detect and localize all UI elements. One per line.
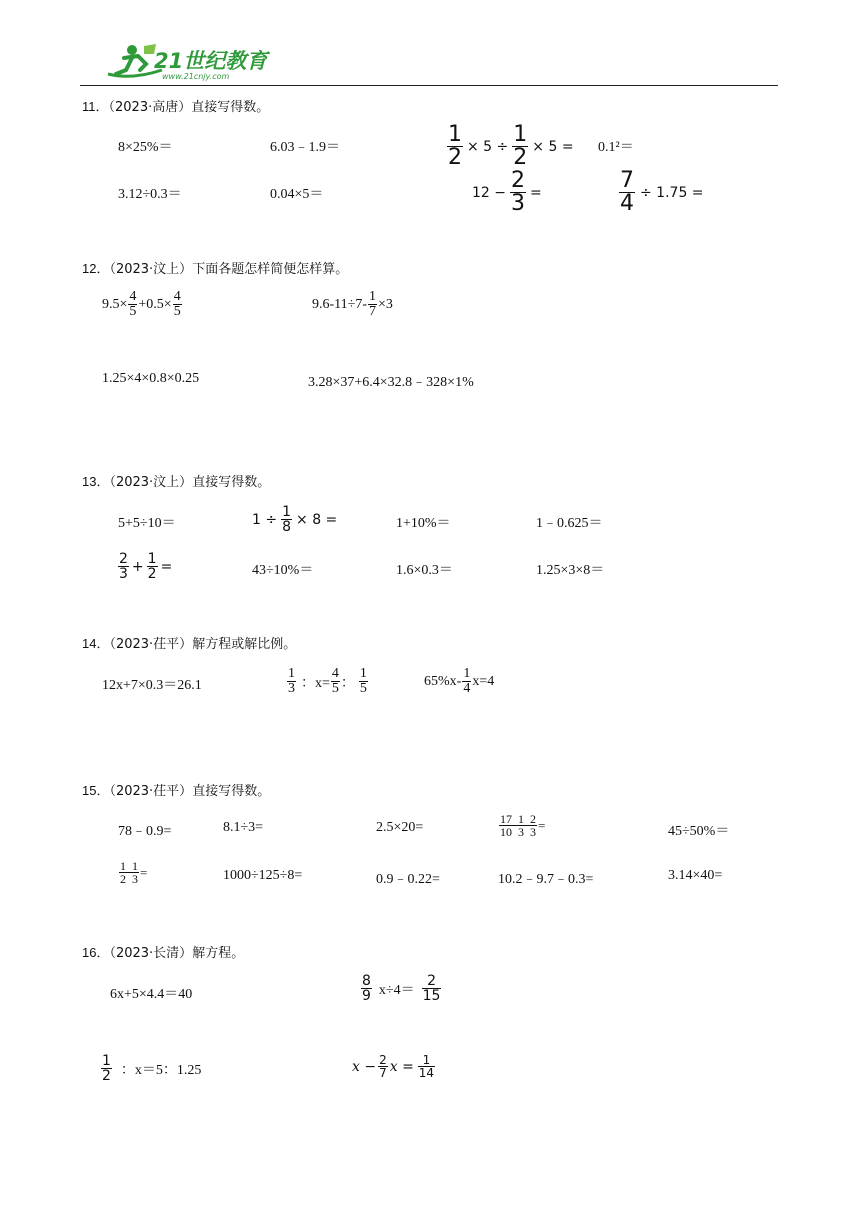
- q13-expr-5: $\frac{2}{3}$ + $\frac{1}{2}$ =: [119, 551, 173, 582]
- q11-expr-1: 8×25%＝: [118, 140, 173, 155]
- q11-expr-8: $\frac{7}{4}$ ÷ 1.75 =: [620, 168, 704, 216]
- q14-expr-1: 12x+7×0.3＝26.1: [102, 678, 202, 693]
- question-source: （2023·汶上）: [109, 262, 193, 277]
- question-number: 14．: [82, 636, 110, 651]
- question-instruction: 解方程。: [192, 946, 245, 961]
- q15-expr-7: 1000÷125÷8=: [223, 868, 303, 883]
- question-16-title: [82, 942, 244, 961]
- q15-expr-1: 78﹣0.9=: [118, 824, 172, 839]
- question-number: 15．: [82, 783, 110, 798]
- q15-expr-9: 10.2﹣9.7﹣0.3=: [498, 872, 594, 887]
- question-14-title: [82, 633, 296, 652]
- question-source: （2023·茌平）: [109, 784, 193, 799]
- q13-expr-7: 1.6×0.3＝: [396, 563, 453, 578]
- q16-expr-4: x − $\frac{2}{7}$ x = $\frac{1}{14}$: [352, 1053, 435, 1080]
- q13-expr-6: 43÷10%＝: [252, 563, 314, 578]
- question-number: 12．: [82, 261, 110, 276]
- q15-expr-4: $\frac{17 1 2}{10 3 3}$ =: [500, 812, 546, 839]
- q13-expr-1: 5+5÷10＝: [118, 516, 176, 531]
- question-instruction: 下面各题怎样简便怎样算。: [192, 262, 349, 277]
- q11-expr-3: $\frac{1}{2}$ × 5 ÷ $\frac{1}{2}$ × 5 =: [448, 122, 574, 170]
- q12-expr-3: 1.25×4×0.8×0.25: [102, 371, 200, 386]
- question-15-title: [82, 780, 270, 799]
- q15-expr-5: 45÷50%＝: [668, 824, 730, 839]
- site-logo: [102, 40, 272, 82]
- q16-expr-3: $\frac{1}{2}$ ：x＝5：1.25: [102, 1053, 202, 1084]
- q15-expr-2: 8.1÷3=: [223, 820, 264, 835]
- logo-subtext: www.21cnjy.com: [162, 72, 230, 81]
- question-instruction: 直接写得数。: [191, 100, 270, 115]
- q13-expr-8: 1.25×3×8＝: [536, 563, 605, 578]
- q13-expr-3: 1+10%＝: [396, 516, 451, 531]
- logo-text: 21世纪教育: [154, 49, 268, 73]
- question-source: （2023·长清）: [109, 946, 193, 961]
- q14-expr-2: $\frac{1}{3}$ ：x= $\frac{4}{5}$ ： $\frac{1}{5}$: [288, 666, 367, 696]
- q11-expr-4: 0.1²＝: [598, 140, 634, 155]
- question-number: 13．: [82, 474, 110, 489]
- q12-expr-4: 3.28×37+6.4×32.8﹣328×1%: [308, 375, 474, 390]
- question-13-title: [82, 471, 270, 490]
- q11-expr-7: 12 − $\frac{2}{3}$ =: [472, 168, 542, 216]
- question-instruction: 直接写得数。: [192, 784, 271, 799]
- question-instruction: 解方程或解比例。: [192, 637, 297, 652]
- q15-expr-3: 2.5×20=: [376, 820, 424, 835]
- q13-expr-2: 1 ÷ $\frac{1}{8}$ × 8 =: [252, 504, 338, 535]
- q12-expr-2: 9.6-11÷7- $\frac{1}{7}$ ×3: [312, 289, 393, 319]
- question-12-title: [82, 258, 348, 277]
- q12-expr-1: 9.5× $\frac{4}{5}$ +0.5× $\frac{4}{5}$: [102, 289, 181, 319]
- question-source: （2023·茌平）: [109, 637, 193, 652]
- q13-expr-4: 1﹣0.625＝: [536, 516, 603, 531]
- question-number: 16．: [82, 945, 110, 960]
- q11-expr-2: 6.03﹣1.9＝: [270, 140, 340, 155]
- q11-expr-6: 0.04×5＝: [270, 187, 324, 202]
- q16-expr-1: 6x+5×4.4＝40: [110, 987, 193, 1002]
- question-source: （2023·高唐）: [108, 100, 192, 115]
- question-11-title: [82, 96, 269, 115]
- question-number: 11．: [82, 99, 109, 114]
- q14-expr-3: 65%x- $\frac{1}{4}$ x=4: [424, 666, 495, 696]
- question-source: （2023·汶上）: [109, 475, 193, 490]
- q16-expr-2: $\frac{8}{9}$ x÷4＝ $\frac{2}{15}$: [362, 973, 441, 1004]
- header-divider: [80, 85, 778, 86]
- question-instruction: 直接写得数。: [192, 475, 271, 490]
- q11-expr-5: 3.12÷0.3＝: [118, 187, 182, 202]
- q15-expr-6: $\frac{1 1}{2 3}$ =: [120, 859, 148, 886]
- q15-expr-10: 3.14×40=: [668, 868, 723, 883]
- q15-expr-8: 0.9﹣0.22=: [376, 872, 440, 887]
